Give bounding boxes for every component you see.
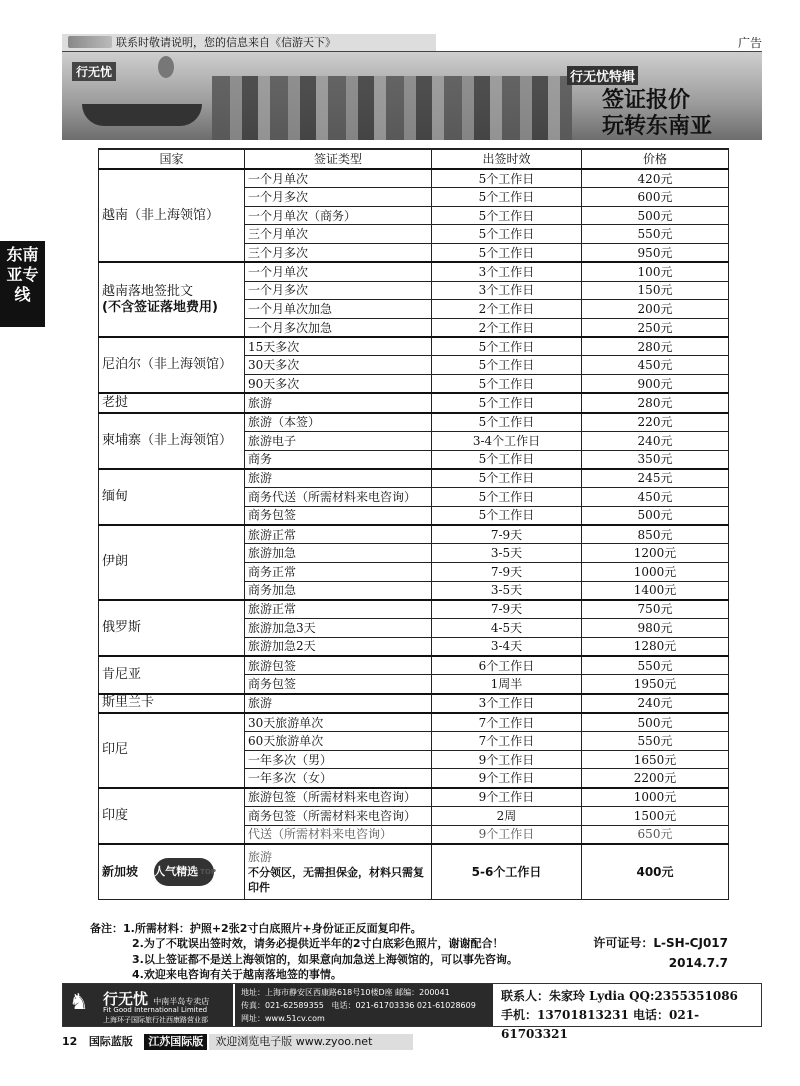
visa-type-cell: 一个月多次 (245, 188, 432, 207)
note-line: 3.以上签证都不是送上海领馆的，如果意向加急送上海领馆的，可以事先咨询。 (132, 952, 518, 966)
visa-type-cell: 一年多次（女） (245, 769, 432, 788)
visa-type-cell: 60天旅游单次 (245, 732, 432, 751)
country-cell: 斯里兰卡 (99, 694, 245, 713)
table-row (99, 713, 729, 732)
ad-label: 广告 (737, 36, 762, 50)
country-name: 新加坡 (102, 864, 139, 879)
publisher-logo (68, 36, 112, 48)
country-cell: 印尼 (99, 713, 245, 788)
footer (62, 983, 762, 1041)
processing-time-cell: 5个工作日 (432, 469, 582, 488)
visa-type-cell: 旅游包签 (245, 656, 432, 675)
processing-time-cell: 7-9天 (432, 525, 582, 544)
column-header: 国家 (99, 149, 245, 169)
price-cell: 550元 (582, 732, 729, 751)
column-header: 价格 (582, 149, 729, 169)
page-footer (62, 1034, 413, 1050)
visa-price-table (98, 148, 729, 900)
processing-time-cell: 2周 (432, 806, 582, 825)
price-cell: 280元 (582, 393, 729, 412)
column-header: 签证类型 (245, 149, 432, 169)
processing-time-cell: 2个工作日 (432, 300, 582, 319)
visa-type-cell: 30天多次 (245, 356, 432, 375)
country-cell: 俄罗斯 (99, 600, 245, 656)
visa-type-cell: 90天多次 (245, 375, 432, 394)
table-body (99, 169, 729, 899)
visa-type-cell: 旅游 (245, 694, 432, 713)
processing-time-cell: 3个工作日 (432, 694, 582, 713)
processing-time-cell: 4-5天 (432, 619, 582, 638)
balloon-icon (158, 56, 174, 78)
visa-type-cell: 旅游加急3天 (245, 619, 432, 638)
processing-time-cell: 5个工作日 (432, 375, 582, 394)
processing-time-cell: 3-4个工作日 (432, 431, 582, 450)
processing-time-cell: 7个工作日 (432, 732, 582, 751)
price-cell: 420元 (582, 169, 729, 188)
visa-type-cell: 三个月多次 (245, 244, 432, 263)
processing-time-cell: 5个工作日 (432, 450, 582, 469)
country-cell: 肯尼亚 (99, 656, 245, 694)
processing-time-cell: 5个工作日 (432, 244, 582, 263)
processing-time-cell: 7-9天 (432, 562, 582, 581)
price-cell: 450元 (582, 488, 729, 507)
website-link[interactable]: 欢迎浏览电子版 www.zyoo.net (209, 1034, 413, 1050)
country-cell: 印度 (99, 788, 245, 844)
processing-time-cell: 5个工作日 (432, 488, 582, 507)
visa-type-cell: 旅游加急 (245, 544, 432, 563)
table-row (99, 337, 729, 356)
visa-type-cell: 商务正常 (245, 562, 432, 581)
price-cell: 500元 (582, 206, 729, 225)
table-row (99, 393, 729, 412)
popular-badge: 人气精选 $^{TOP}$ (154, 858, 214, 886)
note-line: 4.欢迎来电咨询有关于越南落地签的事情。 (132, 967, 342, 981)
table-row (99, 262, 729, 281)
visa-type-cell: 旅游 (245, 393, 432, 412)
price-cell: 400元 (582, 844, 729, 900)
price-cell: 850元 (582, 525, 729, 544)
processing-time-cell: 3个工作日 (432, 281, 582, 300)
table-row (99, 694, 729, 713)
price-cell: 1200元 (582, 544, 729, 563)
price-cell: 1500元 (582, 806, 729, 825)
visa-type-cell: 商务 (245, 450, 432, 469)
visa-type-cell: 代送（所需材料来电咨询） (245, 825, 432, 844)
table-row (99, 525, 729, 544)
price-cell: 280元 (582, 337, 729, 356)
processing-time-cell: 6个工作日 (432, 656, 582, 675)
price-cell: 200元 (582, 300, 729, 319)
price-cell: 1000元 (582, 562, 729, 581)
visa-type-cell: 旅游电子 (245, 431, 432, 450)
country-cell: 越南落地签批文 (不含签证落地费用) (99, 262, 245, 337)
table-row (99, 788, 729, 807)
processing-time-cell: 5个工作日 (432, 169, 582, 188)
country-cell: 缅甸 (99, 469, 245, 525)
country-cell: 尼泊尔（非上海领馆） (99, 337, 245, 393)
price-cell: 1280元 (582, 637, 729, 656)
price-cell: 500元 (582, 506, 729, 525)
price-cell: 100元 (582, 262, 729, 281)
section-tab: 东南 亚专 线 (0, 241, 45, 327)
table-row (99, 413, 729, 432)
price-cell: 1400元 (582, 581, 729, 600)
processing-time-cell: 1周半 (432, 675, 582, 694)
price-cell: 650元 (582, 825, 729, 844)
price-cell: 900元 (582, 375, 729, 394)
visa-type-cell: 商务包签（所需材料来电咨询） (245, 806, 432, 825)
processing-time-cell: 5个工作日 (432, 356, 582, 375)
processing-time-cell: 5个工作日 (432, 206, 582, 225)
table-header-row (99, 149, 729, 169)
note-line: 备注：1.所需材料：护照+2张2寸白底照片+身份证正反面复印件。 (90, 922, 422, 935)
edition-label: 江苏国际版 (144, 1034, 207, 1050)
visa-type-cell: 旅游 (245, 469, 432, 488)
price-cell: 1000元 (582, 788, 729, 807)
processing-time-cell: 9个工作日 (432, 788, 582, 807)
license-number: 许可证号：L-SH-CJ017 (593, 936, 728, 950)
price-cell: 950元 (582, 244, 729, 263)
price-cell: 1650元 (582, 750, 729, 769)
visa-type-cell: 一年多次（男） (245, 750, 432, 769)
visa-type-cell: 一个月多次加急 (245, 318, 432, 337)
price-cell: 1950元 (582, 675, 729, 694)
processing-time-cell: 5-6个工作日 (432, 844, 582, 900)
processing-time-cell: 3-5天 (432, 544, 582, 563)
contact-info: 联系人：朱家玲 Lydia QQ:2355351086 手机：13701813231 电话：021-61703321 (501, 989, 738, 1041)
price-cell: 550元 (582, 225, 729, 244)
notice-bar (62, 34, 436, 51)
ship-graphic (82, 104, 202, 126)
banner-title: 签证报价 玩转东南亚 (602, 88, 713, 139)
processing-time-cell: 9个工作日 (432, 750, 582, 769)
country-cell: 柬埔寨（非上海领馆） (99, 413, 245, 469)
processing-time-cell: 7-9天 (432, 600, 582, 619)
notes-block (90, 921, 550, 982)
company-address: 地址：上海市静安区西康路618号10楼D座 邮编：200041 传真：021-62589355 电话：021-61703336 021-61028609 网址：www.51cv.com (235, 984, 493, 1026)
price-cell: 600元 (582, 188, 729, 207)
country-cell: 伊朗 (99, 525, 245, 600)
price-cell: 500元 (582, 713, 729, 732)
table-row (99, 600, 729, 619)
visa-type-cell: 商务包签 (245, 675, 432, 694)
processing-time-cell: 3-5天 (432, 581, 582, 600)
country-cell: 老挝 (99, 393, 245, 412)
table-row-singapore (99, 844, 729, 900)
banner-brand: 行无忧 (72, 62, 116, 81)
visa-type-cell: 15天多次 (245, 337, 432, 356)
country-cell (99, 844, 245, 900)
price-cell: 550元 (582, 656, 729, 675)
processing-time-cell: 9个工作日 (432, 769, 582, 788)
country-cell: 越南（非上海领馆） (99, 169, 245, 262)
processing-time-cell: 3-4天 (432, 637, 582, 656)
visa-type-cell: 旅游正常 (245, 600, 432, 619)
visa-type-cell: 商务代送（所需材料来电咨询） (245, 488, 432, 507)
visa-type-cell: 旅游（本签） (245, 413, 432, 432)
price-cell: 240元 (582, 431, 729, 450)
price-cell: 450元 (582, 356, 729, 375)
visa-type-cell: 一个月单次 (245, 169, 432, 188)
processing-time-cell: 5个工作日 (432, 506, 582, 525)
price-cell: 220元 (582, 413, 729, 432)
price-cell: 750元 (582, 600, 729, 619)
visa-type-cell: 商务加急 (245, 581, 432, 600)
visa-type-cell: 旅游正常 (245, 525, 432, 544)
visa-type-cell: 旅游 不分领区，无需担保金，材料只需复印件 (245, 844, 432, 900)
processing-time-cell: 3个工作日 (432, 262, 582, 281)
visa-type-cell: 30天旅游单次 (245, 713, 432, 732)
visa-type-cell: 一个月单次加急 (245, 300, 432, 319)
processing-time-cell: 5个工作日 (432, 188, 582, 207)
horse-icon: ♞ (69, 990, 89, 1015)
visa-type-cell: 商务包签 (245, 506, 432, 525)
processing-time-cell: 9个工作日 (432, 825, 582, 844)
page-number: 12 (62, 1035, 78, 1048)
banner-subtitle: 行无忧特辑 (567, 66, 638, 85)
price-cell: 350元 (582, 450, 729, 469)
section-label: 国际蓝版 (88, 1035, 133, 1048)
visa-type-cell: 旅游包签（所需材料来电咨询） (245, 788, 432, 807)
processing-time-cell: 5个工作日 (432, 337, 582, 356)
visa-type-cell: 三个月单次 (245, 225, 432, 244)
table-row (99, 656, 729, 675)
price-cell: 250元 (582, 318, 729, 337)
processing-time-cell: 7个工作日 (432, 713, 582, 732)
banner-image (62, 52, 762, 140)
skyline-graphic (212, 76, 572, 140)
processing-time-cell: 5个工作日 (432, 225, 582, 244)
price-cell: 150元 (582, 281, 729, 300)
license-block (560, 933, 728, 973)
visa-type-cell: 一个月单次 (245, 262, 432, 281)
license-date: 2014.7.7 (668, 956, 728, 970)
visa-type-cell: 旅游加急2天 (245, 637, 432, 656)
price-cell: 2200元 (582, 769, 729, 788)
price-cell: 980元 (582, 619, 729, 638)
price-cell: 240元 (582, 694, 729, 713)
table-row (99, 469, 729, 488)
price-cell: 245元 (582, 469, 729, 488)
column-header: 出签时效 (432, 149, 582, 169)
visa-type-cell: 一个月多次 (245, 281, 432, 300)
company-logo: ♞ 行无忧 中南半岛专卖店 Fit Good International Limited 上海环子国际旅行社西康路营业部 (63, 984, 233, 1026)
note-line: 2.为了不耽误出签时效，请务必提供近半年的2寸白底彩色照片，谢谢配合！ (132, 937, 504, 951)
notice-text: 联系时敬请说明，您的信息来自《信游天下》 (116, 36, 336, 49)
processing-time-cell: 5个工作日 (432, 393, 582, 412)
table-row (99, 169, 729, 188)
processing-time-cell: 2个工作日 (432, 318, 582, 337)
processing-time-cell: 5个工作日 (432, 413, 582, 432)
visa-type-cell: 一个月单次（商务） (245, 206, 432, 225)
